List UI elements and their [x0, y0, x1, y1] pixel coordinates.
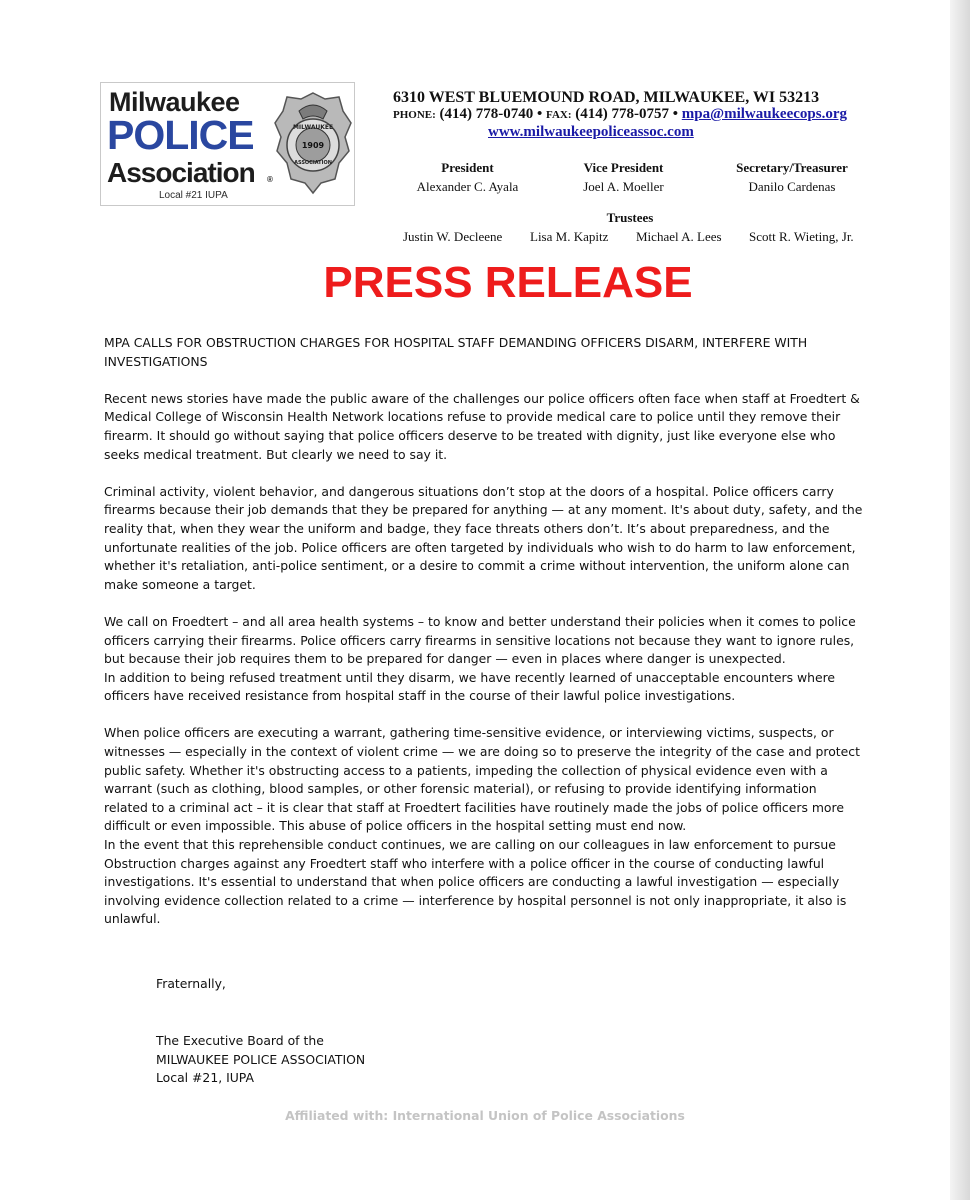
officer-title: Vice President: [583, 160, 664, 175]
mpa-logo: [100, 82, 355, 206]
paragraph-3a: We call on Froedtert – and all area health systems – to know and better understand their policies when it comes to police officers carrying their firearms. Police officers carry firearms in sensitive locations not because they want to ignore rules, but because their job requires them to be prepared for danger — even in places where danger is unexpected.: [104, 613, 856, 667]
email-link[interactable]: mpa@milwaukeecops.org: [681, 106, 847, 122]
paragraph-4b: In the event that this reprehensible conduct continues, we are calling on our colleagues in law enforcement to pursue Obstruction charges against any Froedtert staff who interfere with a police officer in the course of conducting lawful investigations. It's essential to understand that when police officers are conducting a lawful investigation — especially involving evidence collection related to a crime — interference by hospital personnel is not only inappropriate, it also is unlawful.: [104, 837, 847, 927]
logo-local-text: Local #21 IUPA: [159, 190, 228, 201]
fax-label: FAX:: [546, 109, 572, 121]
affiliation-footer: Affiliated with: International Union of Police Associations: [285, 1108, 685, 1123]
officer-title: Secretary/Treasurer: [736, 160, 848, 175]
badge-top-text: MILWAUKEE: [292, 124, 334, 131]
officer-name: Alexander C. Ayala: [416, 179, 519, 194]
bullet-separator: •: [537, 106, 543, 122]
badge-year-text: 1909: [301, 141, 325, 150]
logo-police-text: POLICE: [107, 112, 254, 158]
fax-number: (414) 778-0757: [575, 106, 670, 122]
address: 6310 WEST BLUEMOUND ROAD, MILWAUKEE, WI 53213: [393, 89, 820, 106]
press-release-title: PRESS RELEASE: [323, 258, 693, 307]
officer-president: [400, 160, 535, 195]
trustee-name: Justin W. Decleene: [403, 229, 503, 244]
officer-title: President: [441, 160, 494, 175]
police-badge-icon: [273, 89, 353, 195]
page-edge-shadow: [950, 0, 970, 1200]
officer-vice-president: [556, 160, 691, 195]
logo-milwaukee-text: Milwaukee: [109, 87, 240, 117]
signature-block: [156, 1032, 365, 1088]
officer-name: Joel A. Moeller: [583, 179, 664, 194]
trustee-name: Lisa M. Kapitz: [530, 229, 609, 244]
trustees-heading: Trustees: [606, 210, 654, 225]
trustee-name: Scott R. Wieting, Jr.: [749, 229, 854, 244]
paragraph-3b: In addition to being refused treatment until they disarm, we have recently learned of unacceptable encounters where officers have received resistance from hospital staff in the course of their lawful police investigations.: [104, 669, 836, 704]
phone-label: PHONE:: [393, 109, 436, 121]
logo-association-text: Association: [107, 157, 255, 188]
phone-number: (414) 778-0740: [439, 106, 534, 122]
website-link[interactable]: www.milwaukeepoliceassoc.com: [488, 124, 694, 140]
signature-line-2: MILWAUKEE POLICE ASSOCIATION: [156, 1051, 366, 1067]
bullet-separator: •: [672, 106, 679, 122]
trustee-name: Michael A. Lees: [636, 229, 722, 244]
press-release-body: [104, 334, 864, 948]
paragraph-4a: When police officers are executing a warrant, gathering time-sensitive evidence, or interviewing victims, suspects, or witnesses — especially in the context of violent crime — we are doing so to preserve the integrity of the case and protect public safety. Whether it's obstructing access to a patients, impeding the collection of physical evidence even with a warrant (such as clothing, blood samples, or other forensic material), or refusing to provide identifying information related to a criminal act – it is clear that staff at Froedtert facilities have routinely made the jobs of police officers more difficult or even impossible. This abuse of police officers in the hospital setting must end now.: [104, 725, 860, 834]
headline: MPA CALLS FOR OBSTRUCTION CHARGES FOR HOSPITAL STAFF DEMANDING OFFICERS DISARM, INTERFERE WITH INVESTIGATIONS: [104, 335, 808, 369]
signature-line-3: Local #21, IUPA: [156, 1070, 254, 1086]
contact-line: [393, 106, 847, 123]
officer-name: Danilo Cardenas: [748, 179, 836, 194]
signature-line-1: The Executive Board of the: [156, 1033, 324, 1048]
paragraph-2: Criminal activity, violent behavior, and dangerous situations don’t stop at the doors of a hospital. Police officers carry firearms because their job demands that they be prepared for anything — at any moment. It's about duty, safety, and the reality that, when they wear the uniform and badge, they face threats others don’t. It’s about preparedness, and the unfortunate realities of the job. Police officers are often targeted by individuals who wish to do harm to law enforcement, whether it's retaliation, anti-police sentiment, or a desire to commit a crime without intervention, the uniform alone can make someone a target.: [104, 483, 863, 592]
logo-trademark: ®: [267, 175, 273, 184]
badge-bottom-text: ASSOCIATION: [294, 160, 332, 166]
officer-secretary-treasurer: [722, 160, 862, 195]
closing: Fraternally,: [156, 976, 226, 991]
paragraph-1: Recent news stories have made the public aware of the challenges our police officers often face when staff at Froedtert & Medical College of Wisconsin Health Network locations refuse to provide medical care to police until they remove their firearm. It should go without saying that police officers deserve to be treated with dignity, just like everyone else who seeks medical treatment. But clearly we need to say it.: [104, 390, 860, 462]
